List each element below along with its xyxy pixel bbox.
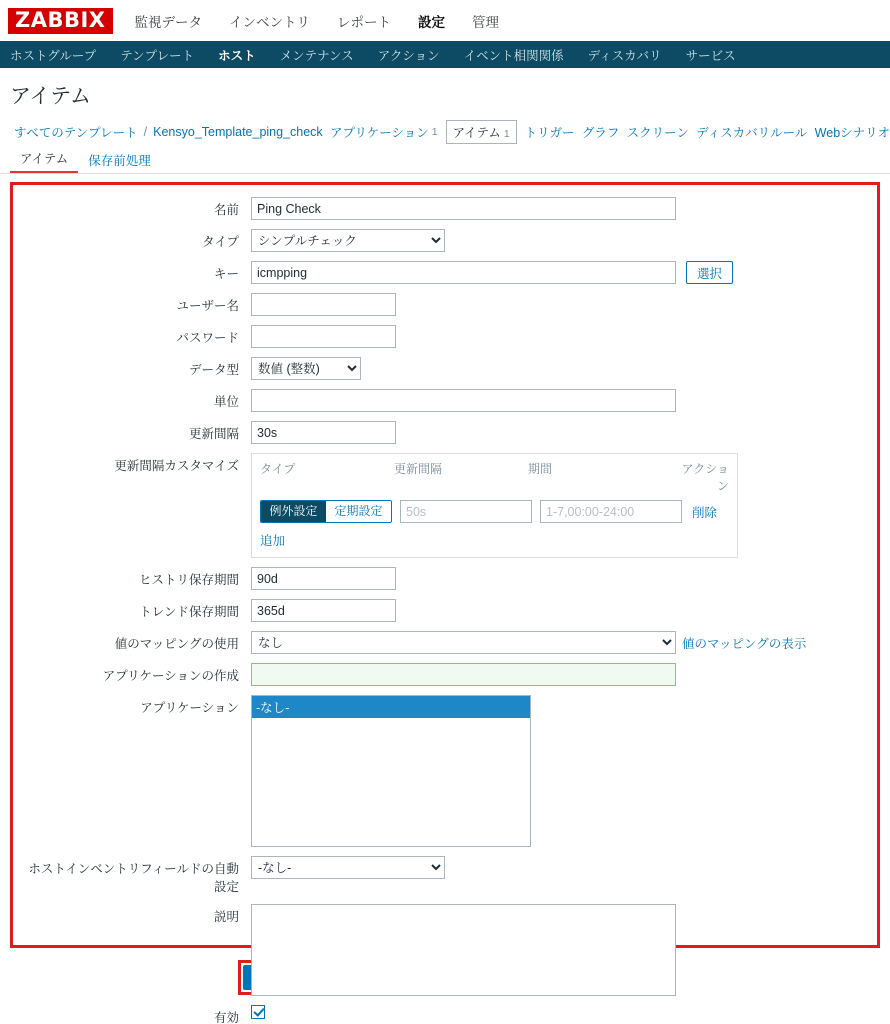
label-applications: アプリケーション <box>140 701 239 715</box>
history-input[interactable] <box>251 567 396 590</box>
breadcrumb-separator: / <box>143 125 148 139</box>
row-description <box>23 904 867 996</box>
subnav-item-maintenance[interactable]: メンテナンス <box>279 48 354 63</box>
label-inventory-link: ホストインベントリフィールドの自動設定 <box>28 862 239 894</box>
breadcrumb-items[interactable] <box>446 120 517 144</box>
label-new-application: アプリケーションの作成 <box>102 669 239 683</box>
subnav-item-hosts[interactable]: ホスト <box>218 48 256 63</box>
breadcrumb <box>0 116 890 150</box>
field-units <box>251 389 867 412</box>
valuemap-select[interactable] <box>251 631 676 654</box>
zabbix-logo: ZABBIX <box>8 8 113 34</box>
row-custom-intervals <box>23 453 867 558</box>
field-history <box>251 567 867 590</box>
label-valuemap: 値のマッピングの使用 <box>114 637 239 651</box>
row-inventory-link <box>23 856 867 895</box>
label-type: タイプ <box>202 235 239 249</box>
form-tabs <box>0 150 890 174</box>
toggle-scheduling[interactable]: 定期設定 <box>326 501 391 522</box>
topnav-item-reports[interactable]: レポート <box>337 14 391 30</box>
subnav-item-host-groups[interactable]: ホストグループ <box>10 48 97 63</box>
row-username <box>23 293 867 316</box>
label-history: ヒストリ保存期間 <box>138 573 239 587</box>
custom-interval-add-wrap <box>260 531 729 549</box>
breadcrumb-items-count: 1 <box>503 128 510 140</box>
row-key <box>23 261 867 284</box>
sub-navigation-bar <box>0 41 890 68</box>
username-input[interactable] <box>251 293 396 316</box>
label-password: パスワード <box>176 331 239 345</box>
row-update-interval <box>23 421 867 444</box>
subnav-item-discovery[interactable]: ディスカバリ <box>587 48 662 63</box>
row-value-type <box>23 357 867 380</box>
custom-interval-add-link[interactable]: 追加 <box>260 534 286 548</box>
update-interval-input[interactable] <box>251 421 396 444</box>
label-username: ユーザー名 <box>176 299 239 313</box>
breadcrumb-web-scenarios[interactable]: Webシナリオ <box>814 126 890 140</box>
subnav-item-services[interactable]: サービス <box>685 48 736 63</box>
label-update-interval: 更新間隔 <box>188 427 239 441</box>
value-type-select[interactable] <box>251 357 361 380</box>
label-custom-intervals: 更新間隔カスタマイズ <box>114 459 239 473</box>
topnav-item-monitoring[interactable]: 監視データ <box>134 14 202 30</box>
description-textarea[interactable] <box>251 904 676 996</box>
breadcrumb-triggers[interactable]: トリガー <box>524 126 575 140</box>
row-enabled <box>23 1005 867 1024</box>
label-enabled: 有効 <box>213 1011 239 1024</box>
field-inventory-link <box>251 856 867 879</box>
custom-interval-remove-link[interactable]: 削除 <box>692 505 718 520</box>
breadcrumb-applications-count: 1 <box>431 126 438 138</box>
applications-option-none[interactable]: -なし- <box>252 696 530 718</box>
breadcrumb-all-templates[interactable]: すべてのテンプレート <box>14 126 138 140</box>
field-name <box>251 197 867 220</box>
row-applications <box>23 695 867 847</box>
custom-intervals-header <box>260 460 729 500</box>
breadcrumb-screens[interactable]: スクリーン <box>626 126 689 140</box>
item-form <box>10 182 880 1024</box>
field-update-interval <box>251 421 867 444</box>
field-value-type <box>251 357 867 380</box>
label-description: 説明 <box>213 910 239 924</box>
field-description <box>251 904 867 996</box>
field-enabled <box>251 1005 867 1019</box>
custom-interval-row <box>260 500 729 523</box>
row-name <box>23 197 867 220</box>
interval-type-toggle[interactable] <box>260 500 392 523</box>
page-title: アイテム <box>10 85 92 108</box>
header-period: 期間 <box>528 462 553 476</box>
toggle-flexible[interactable]: 例外設定 <box>261 501 326 522</box>
breadcrumb-template-name[interactable]: Kensyo_Template_ping_check <box>153 125 323 139</box>
units-input[interactable] <box>251 389 676 412</box>
topnav-item-inventory[interactable]: インベントリ <box>229 14 310 30</box>
row-new-application <box>23 663 867 686</box>
valuemap-show-link[interactable]: 値のマッピングの表示 <box>682 636 807 651</box>
label-value-type: データ型 <box>188 363 239 377</box>
type-select[interactable] <box>251 229 445 252</box>
row-units <box>23 389 867 412</box>
key-input[interactable] <box>251 261 676 284</box>
inventory-link-select[interactable] <box>251 856 445 879</box>
field-valuemap <box>251 631 867 654</box>
row-type <box>23 229 867 252</box>
field-applications <box>251 695 867 847</box>
header-interval: 更新間隔 <box>394 462 443 476</box>
row-valuemap <box>23 631 867 654</box>
password-input[interactable] <box>251 325 396 348</box>
header-type: タイプ <box>260 462 296 476</box>
tab-preprocessing[interactable]: 保存前処理 <box>88 154 151 168</box>
new-application-input[interactable] <box>251 663 676 686</box>
tab-item[interactable]: アイテム <box>10 146 78 173</box>
breadcrumb-applications[interactable]: アプリケーション <box>329 126 429 140</box>
applications-listbox[interactable] <box>251 695 531 847</box>
field-custom-intervals <box>251 453 867 558</box>
topnav-item-configuration[interactable]: 設定 <box>418 14 445 30</box>
subnav-item-actions[interactable]: アクション <box>377 48 440 63</box>
header-action: アクション <box>681 462 729 493</box>
breadcrumb-items-label: アイテム <box>452 126 501 140</box>
breadcrumb-graphs[interactable]: グラフ <box>581 126 620 140</box>
row-history <box>23 567 867 590</box>
custom-period-input[interactable] <box>540 500 682 523</box>
subnav-item-event-correlation[interactable]: イベント相関関係 <box>463 48 564 63</box>
label-units: 単位 <box>213 395 239 409</box>
trends-input[interactable] <box>251 599 396 622</box>
key-select-button[interactable]: 選択 <box>686 261 733 284</box>
name-input[interactable] <box>251 197 676 220</box>
label-key: キー <box>213 267 239 281</box>
top-navigation-bar <box>0 0 890 41</box>
label-name: 名前 <box>213 203 239 217</box>
field-trends <box>251 599 867 622</box>
row-password <box>23 325 867 348</box>
field-key <box>251 261 867 284</box>
row-trends <box>23 599 867 622</box>
field-username <box>251 293 867 316</box>
subnav-item-templates[interactable]: テンプレート <box>120 48 195 63</box>
custom-intervals-table <box>251 453 738 558</box>
topnav-item-administration[interactable]: 管理 <box>472 14 499 30</box>
field-new-application <box>251 663 867 686</box>
custom-interval-input[interactable] <box>400 500 532 523</box>
breadcrumb-discovery-rules[interactable]: ディスカバリルール <box>696 126 808 140</box>
label-trends: トレンド保存期間 <box>139 605 239 619</box>
enabled-checkbox[interactable] <box>251 1005 265 1019</box>
field-password <box>251 325 867 348</box>
field-type <box>251 229 867 252</box>
